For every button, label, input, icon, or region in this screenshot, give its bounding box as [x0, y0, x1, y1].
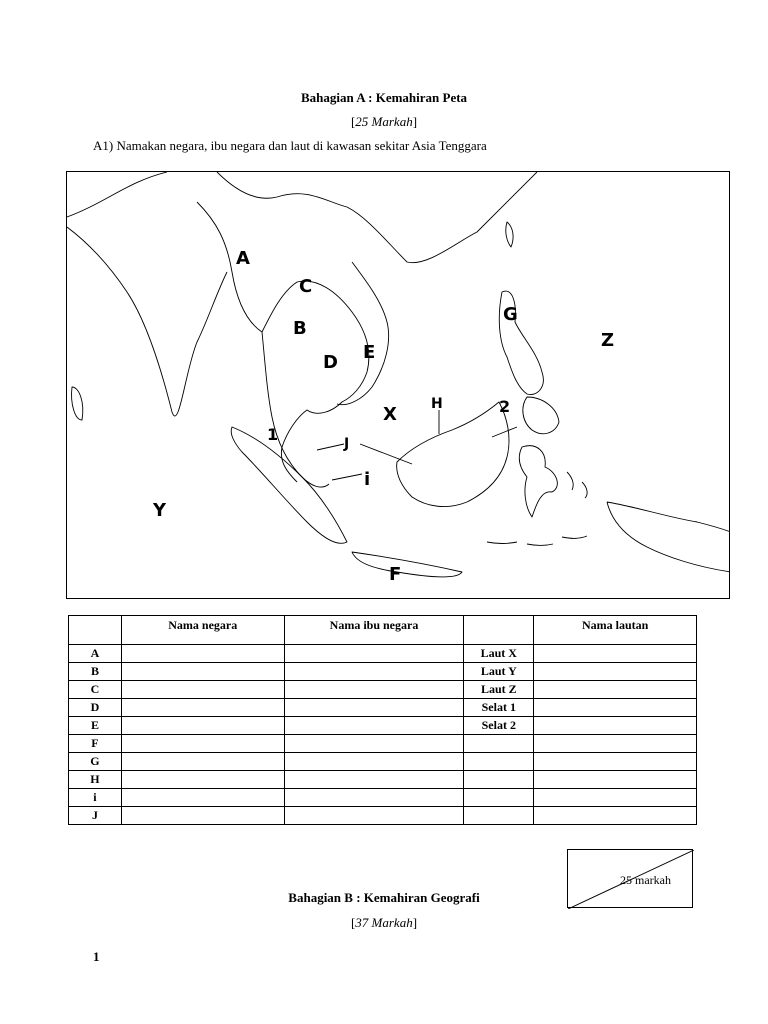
row-key: B	[69, 663, 122, 681]
table-row	[69, 681, 697, 699]
row-key: A	[69, 645, 122, 663]
answer-sea-cell[interactable]	[534, 789, 697, 807]
answer-capital-cell[interactable]	[284, 771, 464, 789]
map-label-h: H	[431, 396, 443, 412]
map-outline-north	[67, 172, 537, 263]
map-label-z: Z	[601, 330, 615, 351]
section-b-marks: [37 Markah]	[350, 915, 418, 930]
map-label-x: X	[383, 404, 397, 425]
table-row	[69, 807, 697, 825]
arrow-j-left	[317, 444, 344, 450]
map-instruction: A1) Namakan negara, ibu negara dan laut di kawasan sekitar Asia Tenggara	[93, 138, 487, 153]
answer-capital-cell[interactable]	[284, 699, 464, 717]
answer-sea-cell[interactable]	[534, 735, 697, 753]
answer-sea-cell[interactable]	[534, 681, 697, 699]
table-row	[69, 699, 697, 717]
map-label-f: F	[389, 564, 402, 585]
map-label-one: 1	[267, 425, 279, 444]
section-b-marks-value: 37 Markah	[355, 915, 413, 930]
map-outline-sumatra	[231, 427, 350, 543]
answer-sea-cell[interactable]	[534, 807, 697, 825]
row-key: G	[69, 753, 122, 771]
map-label-y: Y	[153, 500, 167, 521]
map-label-e: E	[363, 342, 376, 363]
answer-country-cell[interactable]	[121, 645, 284, 663]
section-a-title: Bahagian A : Kemahiran Peta	[300, 90, 468, 105]
map-outline-mindanao	[523, 397, 559, 434]
table-row	[69, 645, 697, 663]
row-sea-key	[464, 789, 534, 807]
arrow-two	[492, 427, 517, 437]
answer-capital-cell[interactable]	[284, 717, 464, 735]
map-label-d: D	[323, 352, 338, 373]
arrow-j-right	[360, 444, 412, 464]
section-a-marks-value: 25 Markah	[355, 114, 413, 129]
answer-country-cell[interactable]	[121, 789, 284, 807]
answer-sea-cell[interactable]	[534, 645, 697, 663]
row-key: i	[69, 789, 122, 807]
map-drawing	[67, 172, 730, 599]
map-outline-java	[352, 552, 462, 577]
row-sea-key: Laut Z	[464, 681, 534, 699]
table-row	[69, 753, 697, 771]
row-key: D	[69, 699, 122, 717]
score-box-text: 25 markah	[620, 873, 671, 887]
answer-country-cell[interactable]	[121, 699, 284, 717]
answer-capital-cell[interactable]	[284, 681, 464, 699]
table-row	[69, 735, 697, 753]
answer-sea-cell[interactable]	[534, 699, 697, 717]
arrow-i	[332, 474, 362, 480]
row-sea-key: Laut X	[464, 645, 534, 663]
map-outline-india	[67, 227, 227, 416]
section-a-marks: [25 Markah]	[350, 114, 418, 129]
map-label-j: J	[344, 436, 350, 452]
answer-country-cell[interactable]	[121, 735, 284, 753]
row-sea-key: Selat 1	[464, 699, 534, 717]
table-row	[69, 789, 697, 807]
answer-sea-cell[interactable]	[534, 753, 697, 771]
row-sea-key	[464, 771, 534, 789]
answer-sea-cell[interactable]	[534, 717, 697, 735]
answer-capital-cell[interactable]	[284, 789, 464, 807]
header-sea-key	[464, 616, 534, 645]
answer-country-cell[interactable]	[121, 681, 284, 699]
answer-country-cell[interactable]	[121, 771, 284, 789]
map-outline-taiwan	[506, 222, 513, 247]
answer-sea-cell[interactable]	[534, 663, 697, 681]
row-key: F	[69, 735, 122, 753]
row-key: C	[69, 681, 122, 699]
header-country: Nama negara	[121, 616, 284, 645]
map-outline-islands	[487, 472, 587, 546]
answer-table	[68, 615, 697, 825]
header-capital: Nama ibu negara	[284, 616, 464, 645]
row-sea-key	[464, 753, 534, 771]
map-outline-srilanka	[72, 387, 83, 420]
page-number: 1	[93, 949, 100, 964]
table-row	[69, 663, 697, 681]
map-label-two: 2	[499, 397, 511, 416]
answer-capital-cell[interactable]	[284, 753, 464, 771]
answer-sea-cell[interactable]	[534, 771, 697, 789]
row-sea-key	[464, 735, 534, 753]
table-header-row	[69, 616, 697, 645]
answer-capital-cell[interactable]	[284, 807, 464, 825]
answer-country-cell[interactable]	[121, 663, 284, 681]
map-label-b: B	[293, 318, 307, 339]
map-outline-sulawesi	[519, 446, 557, 517]
row-sea-key: Laut Y	[464, 663, 534, 681]
answer-country-cell[interactable]	[121, 753, 284, 771]
row-key: E	[69, 717, 122, 735]
row-key: J	[69, 807, 122, 825]
answer-capital-cell[interactable]	[284, 663, 464, 681]
row-key: H	[69, 771, 122, 789]
map-outline-peninsula	[262, 332, 329, 487]
map-label-g: G	[503, 304, 518, 325]
answer-capital-cell[interactable]	[284, 645, 464, 663]
header-sea: Nama lautan	[534, 616, 697, 645]
header-key	[69, 616, 122, 645]
map-label-i: i	[364, 469, 371, 490]
map-label-a: A	[236, 248, 250, 269]
southeast-asia-map	[66, 171, 730, 599]
map-outline-newguinea	[607, 502, 730, 572]
answer-country-cell[interactable]	[121, 807, 284, 825]
table-row	[69, 717, 697, 735]
answer-capital-cell[interactable]	[284, 735, 464, 753]
row-sea-key: Selat 2	[464, 717, 534, 735]
map-outline-borneo	[397, 402, 509, 507]
row-sea-key	[464, 807, 534, 825]
section-b-title: Bahagian B : Kemahiran Geografi	[288, 890, 480, 905]
table-row	[69, 771, 697, 789]
answer-country-cell[interactable]	[121, 717, 284, 735]
map-outline-vietnam	[337, 262, 389, 405]
map-label-c: C	[299, 276, 313, 297]
